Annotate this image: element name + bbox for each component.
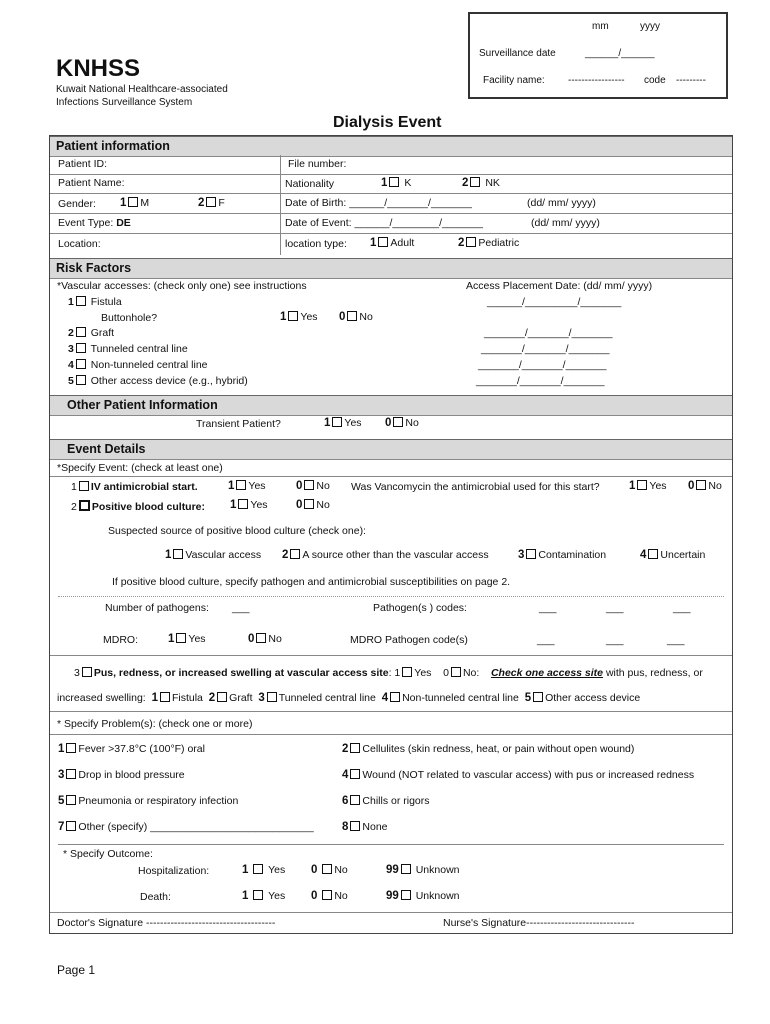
location-adult-option[interactable]: 1 Adult: [370, 237, 415, 249]
mdro-code-field-2[interactable]: ___: [606, 634, 624, 646]
mm-label: mm: [592, 21, 609, 32]
specify-problems-header: * Specify Problem(s): (check one or more): [57, 718, 253, 730]
org-name-line1: Kuwait National Healthcare-associated: [56, 84, 228, 95]
doe-format: (dd/ mm/ yyyy): [531, 217, 600, 229]
page-title: Dialysis Event: [333, 114, 442, 131]
date-of-birth-field[interactable]: Date of Birth: ______/_______/_______: [285, 197, 472, 209]
checkbox-icon[interactable]: [253, 864, 263, 874]
checkbox-icon[interactable]: [304, 480, 314, 490]
vascular-access-instruction: *Vascular accesses: (check only one) see instructions: [57, 280, 307, 292]
date-of-event-field[interactable]: Date of Event: ______/________/_______: [285, 217, 483, 229]
checkbox-icon[interactable]: [256, 633, 266, 643]
transient-patient-label: Transient Patient?: [196, 418, 281, 430]
problem-pneumonia-option[interactable]: 5 Pneumonia or respiratory infection: [58, 795, 239, 807]
checkbox-icon[interactable]: [390, 692, 400, 702]
access-other-option[interactable]: 5 Other access device (e.g., hybrid): [68, 375, 248, 387]
checkbox-icon[interactable]: [79, 500, 90, 511]
pathogen-code-field-3[interactable]: ___: [673, 602, 691, 614]
buttonhole-yes-option[interactable]: 1 Yes: [280, 311, 318, 323]
checkbox-icon[interactable]: [76, 327, 86, 337]
checkbox-icon[interactable]: [378, 237, 388, 247]
iv-no-option[interactable]: 0 No: [296, 480, 330, 492]
problem-bp-drop-option[interactable]: 3 Drop in blood pressure: [58, 769, 185, 781]
checkbox-icon[interactable]: [304, 499, 314, 509]
checkbox-icon[interactable]: [470, 177, 480, 187]
checkbox-icon[interactable]: [206, 197, 216, 207]
checkbox-icon[interactable]: [322, 864, 332, 874]
buttonhole-no-option[interactable]: 0 No: [339, 311, 373, 323]
other-access-date-field[interactable]: _______/_______/_______: [476, 375, 605, 387]
checkbox-icon[interactable]: [82, 667, 92, 677]
access-nontunneled-option[interactable]: 4 Non-tunneled central line: [68, 359, 208, 371]
number-of-pathogens-field[interactable]: ___: [232, 602, 250, 614]
source-uncertain-option[interactable]: 4 Uncertain: [640, 549, 706, 561]
checkbox-icon[interactable]: [350, 769, 360, 779]
checkbox-icon[interactable]: [79, 481, 89, 491]
mdro-no-option[interactable]: 0 No: [248, 633, 282, 645]
checkbox-icon[interactable]: [696, 480, 706, 490]
pathogen-code-field-1[interactable]: ___: [539, 602, 557, 614]
mdro-code-field-1[interactable]: ___: [537, 634, 555, 646]
patient-name-label[interactable]: Patient Name:: [58, 177, 125, 189]
code-label: code: [644, 75, 666, 86]
checkbox-icon[interactable]: [393, 417, 403, 427]
checkbox-icon[interactable]: [173, 549, 183, 559]
vancomycin-question: Was Vancomycin the antimicrobial used for this start?: [351, 481, 600, 493]
transient-yes-option[interactable]: 1 Yes: [324, 417, 362, 429]
nontunneled-date-field[interactable]: _______/_______/_______: [478, 359, 607, 371]
problem-fever-option[interactable]: 1 Fever >37.8°C (100°F) oral: [58, 743, 205, 755]
location-type-label: location type:: [285, 238, 347, 250]
nationality-k-option[interactable]: 1 K: [381, 177, 412, 189]
tunneled-date-field[interactable]: _______/_______/_______: [481, 343, 610, 355]
checkbox-icon[interactable]: [160, 692, 170, 702]
pus-redness-option[interactable]: 3 Pus, redness, or increased swelling at vascular access site: 1 Yes 0 No: Check one access site with pus, redness, or: [74, 667, 703, 679]
nationality-label: Nationality: [285, 178, 335, 190]
checkbox-icon[interactable]: [236, 480, 246, 490]
hosp-yes-option[interactable]: 1 Yes: [242, 864, 286, 876]
checkbox-icon[interactable]: [76, 296, 86, 306]
suspected-source-instruction: Suspected source of positive blood culture (check one):: [108, 525, 366, 537]
checkbox-icon[interactable]: [402, 667, 412, 677]
mdro-yes-option[interactable]: 1 Yes: [168, 633, 206, 645]
checkbox-icon[interactable]: [637, 480, 647, 490]
checkbox-icon[interactable]: [350, 821, 360, 831]
file-number-label[interactable]: File number:: [288, 158, 347, 170]
risk-factors-header: Risk Factors: [56, 261, 132, 275]
facility-name-label: Facility name:: [483, 75, 545, 86]
specify-outcome-header: * Specify Outcome:: [63, 848, 153, 860]
problem-wound-option[interactable]: 4 Wound (NOT related to vascular access) with pus or increased redness: [342, 769, 695, 781]
mdro-code-field-3[interactable]: ___: [667, 634, 685, 646]
yyyy-label: yyyy: [640, 21, 660, 32]
checkbox-icon[interactable]: [526, 549, 536, 559]
surveillance-date-field[interactable]: ______/______: [585, 48, 655, 59]
mdro-label: MDRO:: [103, 634, 138, 646]
checkbox-icon[interactable]: [290, 549, 300, 559]
risk-factors-band: [50, 258, 732, 279]
checkbox-icon[interactable]: [176, 633, 186, 643]
fistula-date-field[interactable]: ______/_________/_______: [487, 296, 622, 308]
checkbox-icon[interactable]: [76, 359, 86, 369]
nurse-signature-field[interactable]: Nurse's Signature-------------------------------: [443, 917, 635, 929]
checkbox-icon[interactable]: [350, 795, 360, 805]
checkbox-icon[interactable]: [533, 692, 543, 702]
checkbox-icon[interactable]: [66, 769, 76, 779]
hosp-no-option[interactable]: 0 No: [311, 864, 348, 876]
doctor-signature-field[interactable]: Doctor's Signature -------------------------------------: [57, 917, 276, 929]
checkbox-icon[interactable]: [332, 417, 342, 427]
iv-antimicrobial-option[interactable]: 1 IV antimicrobial start.: [71, 481, 198, 493]
checkbox-icon[interactable]: [66, 743, 76, 753]
checkbox-icon[interactable]: [401, 864, 411, 874]
event-details-band: [50, 439, 732, 460]
access-site-options: increased swelling: 1 Fistula 2 Graft 3 Tunneled central line 4 Non-tunneled central line 5 Other access device: [57, 692, 641, 704]
dob-format: (dd/ mm/ yyyy): [527, 197, 596, 209]
death-yes-option[interactable]: 1 Yes: [242, 890, 286, 902]
source-contamination-option[interactable]: 3 Contamination: [518, 549, 607, 561]
number-of-pathogens-label: Number of pathogens:: [105, 602, 209, 614]
checkbox-icon[interactable]: [238, 499, 248, 509]
checkbox-icon[interactable]: [66, 795, 76, 805]
checkbox-icon[interactable]: [267, 692, 277, 702]
page-number: Page 1: [57, 963, 96, 977]
source-vascular-option[interactable]: 1 Vascular access: [165, 549, 262, 561]
event-type-field: Event Type: DE: [58, 217, 131, 229]
positive-blood-culture-option[interactable]: 2 Positive blood culture:: [71, 501, 206, 513]
hosp-unknown-option[interactable]: 99 Unknown: [386, 864, 460, 876]
checkbox-icon[interactable]: [451, 667, 461, 677]
location-pediatric-option[interactable]: 2 Pediatric: [458, 237, 520, 249]
access-placement-date-label: Access Placement Date: (dd/ mm/ yyyy): [466, 280, 653, 292]
mdro-codes-label: MDRO Pathogen code(s): [350, 634, 468, 646]
problem-none-option[interactable]: 8 None: [342, 821, 388, 833]
checkbox-icon[interactable]: [401, 890, 411, 900]
checkbox-icon[interactable]: [76, 343, 86, 353]
pathogen-code-field-2[interactable]: ___: [606, 602, 624, 614]
buttonhole-label: Buttonhole?: [101, 312, 158, 324]
access-fistula-option[interactable]: 1 Fistula: [68, 296, 122, 308]
org-name-line2: Infections Surveillance System: [56, 97, 193, 108]
death-no-option[interactable]: 0 No: [311, 890, 348, 902]
org-acronym: KNHSS: [56, 55, 141, 82]
checkbox-icon[interactable]: [288, 311, 298, 321]
code-field[interactable]: ---------: [676, 75, 706, 86]
checkbox-icon[interactable]: [253, 890, 263, 900]
location-label[interactable]: Location:: [58, 238, 101, 250]
problem-chills-option[interactable]: 6 Chills or rigors: [342, 795, 430, 807]
access-tunneled-option[interactable]: 3 Tunneled central line: [68, 343, 188, 355]
problem-cellulites-option[interactable]: 2 Cellulites (skin redness, heat, or pain without open wound): [342, 743, 635, 755]
graft-date-field[interactable]: _______/_______/_______: [484, 327, 613, 339]
other-info-header: Other Patient Information: [67, 398, 218, 412]
pbc-no-option[interactable]: 0 No: [296, 499, 330, 511]
vanco-yes-option[interactable]: 1 Yes: [629, 480, 667, 492]
event-details-header: Event Details: [67, 442, 146, 456]
death-label: Death:: [140, 891, 171, 903]
iv-yes-option[interactable]: 1 Yes: [228, 480, 266, 492]
patient-id-label[interactable]: Patient ID:: [58, 158, 108, 170]
checkbox-icon[interactable]: [322, 890, 332, 900]
patient-info-header: Patient information: [56, 139, 170, 153]
checkbox-icon[interactable]: [128, 197, 138, 207]
checkbox-icon[interactable]: [217, 692, 227, 702]
surveillance-date-label: Surveillance date: [479, 48, 556, 59]
checkbox-icon[interactable]: [648, 549, 658, 559]
gender-label: Gender:: [58, 198, 96, 210]
checkbox-icon[interactable]: [466, 237, 476, 247]
checkbox-icon[interactable]: [347, 311, 357, 321]
nationality-nk-option[interactable]: 2 NK: [462, 177, 500, 189]
access-graft-option[interactable]: 2 Graft: [68, 327, 115, 339]
problem-other-option[interactable]: 7 Other (specify) ____________________________: [58, 821, 314, 833]
pbc-yes-option[interactable]: 1 Yes: [230, 499, 268, 511]
transient-no-option[interactable]: 0 No: [385, 417, 419, 429]
checkbox-icon[interactable]: [389, 177, 399, 187]
checkbox-icon[interactable]: [66, 821, 76, 831]
gender-m-option[interactable]: 1 M: [120, 197, 150, 209]
pathogen-instruction: If positive blood culture, specify pathogen and antimicrobial susceptibilities on page 2.: [112, 576, 511, 588]
pathogen-codes-label: Pathogen(s ) codes:: [373, 602, 467, 614]
gender-f-option[interactable]: 2 F: [198, 197, 225, 209]
checkbox-icon[interactable]: [76, 375, 86, 385]
death-unknown-option[interactable]: 99 Unknown: [386, 890, 460, 902]
vanco-no-option[interactable]: 0 No: [688, 480, 722, 492]
facility-name-field[interactable]: -----------------: [568, 75, 625, 86]
checkbox-icon[interactable]: [350, 743, 360, 753]
hospitalization-label: Hospitalization:: [138, 865, 210, 877]
source-other-option[interactable]: 2 A source other than the vascular access: [282, 549, 489, 561]
specify-event-instruction: *Specify Event: (check at least one): [57, 462, 223, 474]
